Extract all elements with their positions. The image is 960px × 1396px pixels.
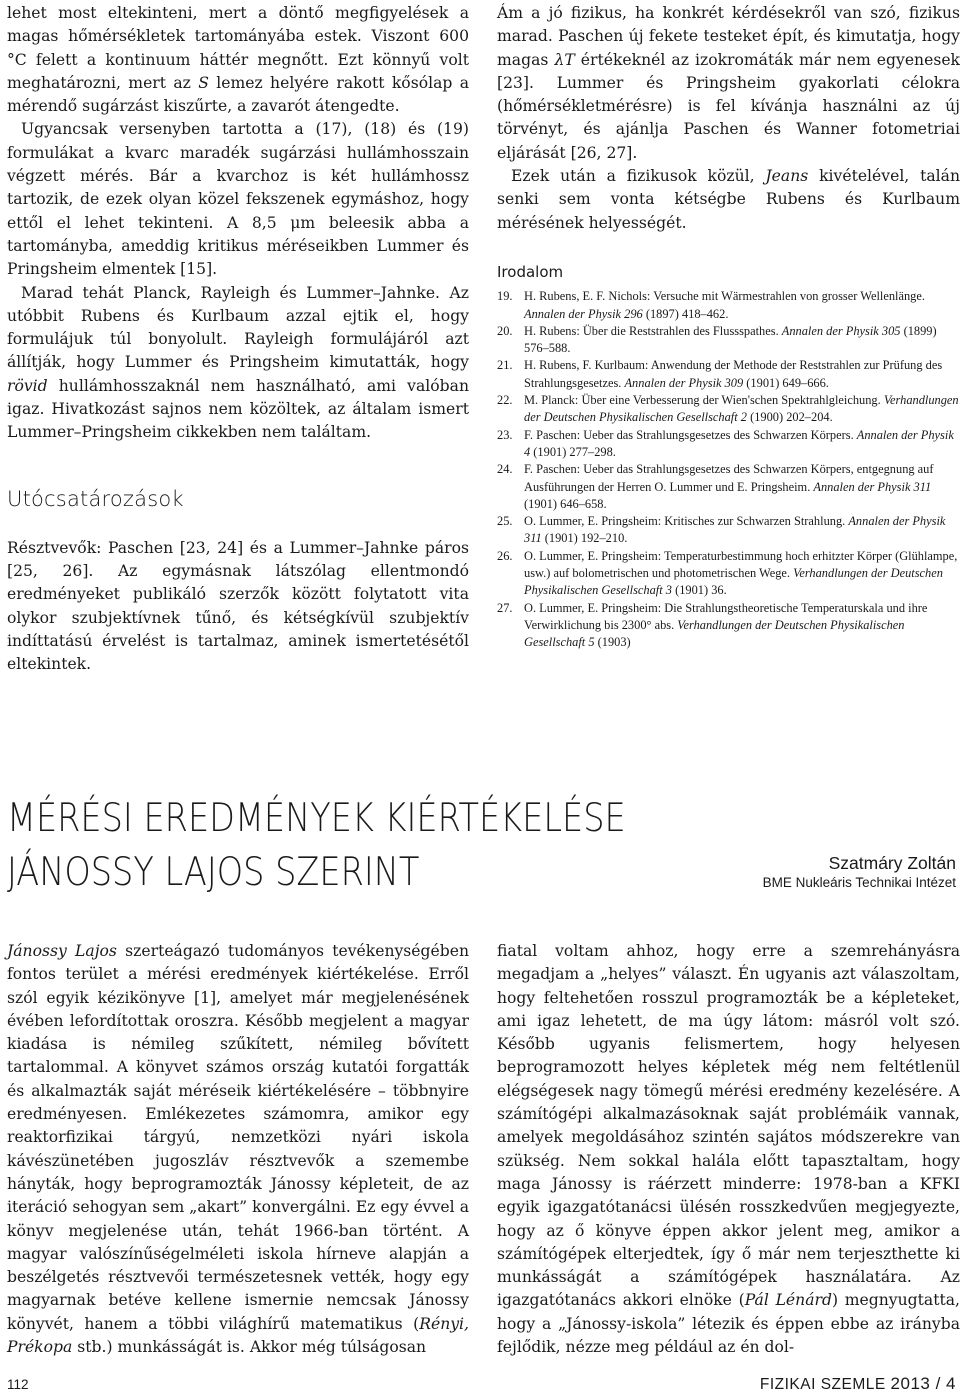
- reference-item: [497, 548, 960, 600]
- reference-journal: Annalen der Physik 311: [813, 479, 932, 494]
- reference-tail: (1901) 646–658.: [524, 496, 607, 511]
- reference-item: [497, 323, 960, 358]
- reference-text: H. Rubens, E. F. Nichols: Versuche mit Wärmestrahlen von grosser Wellenlänge.: [524, 289, 925, 304]
- reference-text: F. Paschen: Ueber das Strahlungsgesetzes des Schwarzen Körpers, entgegnung auf Ausführungen der Herren O. Lummer und E. Pringsheim.: [524, 462, 934, 494]
- section-title: Utócsatározások: [7, 486, 184, 511]
- reference-item: [497, 392, 960, 427]
- reference-journal: Annalen der Physik 296: [524, 306, 643, 321]
- left-column-top: [7, 2, 469, 676]
- reference-text: H. Rubens, F. Kurlbaum: Anwendung der Methode der Reststrahlen zur Prüfung des Strahlungsgesetzes.: [524, 358, 943, 390]
- reference-text: O. Lummer, E. Pringsheim: Temperaturbestimmung hoch erhitzter Körper (Glühlampe, usw.) auf bolometrischen und photometrischen Wege.: [524, 548, 958, 581]
- article-title: [7, 792, 626, 900]
- reference-tail: (1903): [594, 635, 631, 650]
- paragraph: Ezek után a fizikusok közül, Jeans kivételével, talán senki sem vonta kétségbe Rubens és Kurlbaum mérésének helyességét.: [497, 167, 960, 232]
- reference-tail: (1897) 418–462.: [642, 306, 729, 321]
- reference-journal: Annalen der Physik 4: [524, 427, 954, 459]
- reference-number: 23.: [497, 427, 513, 442]
- reference-journal: Annalen der Physik 305: [781, 323, 901, 338]
- journal-footer: [760, 1374, 956, 1394]
- reference-number: 21.: [497, 358, 513, 373]
- reference-item: [497, 600, 960, 652]
- references-list: [497, 288, 960, 651]
- reference-tail: (1901) 277–298.: [530, 444, 616, 459]
- paragraph: Résztvevők: Paschen [23, 24] és a Lummer–Jahnke páros [25, 26]. Az egymásnak látszólag ellentmondó eredményeket publikáló szerzők között folytatott vita olykor szubjektívnek tűnő, és kétségkívül szubjektív indíttatású érvelést is tartalmaz, aminek ismertetésétől eltekintek.: [7, 538, 469, 674]
- right-column-bottom: [497, 940, 960, 1359]
- reference-journal: Verhandlungen der Deutschen Physikalischen Gesellschaft 3: [524, 566, 943, 598]
- paragraph: Marad tehát Planck, Rayleigh és Lummer–Jahnke. Az utóbbit Rubens és Kurlbaum azzal ejtik el, hogy formulájuk túl bonyolult. Rayleigh formulájáról azt állítják, hogy Lummer és Pringsheim kimutatták, hogy rövid hullámhosszaknál nem használható, ami valóban igaz. Hivatkozást sajnos nem közöltek, az általam ismert Lummer–Pringsheim cikkekben nem találtam.: [7, 283, 469, 442]
- right-column-top: [497, 2, 960, 652]
- reference-text: F. Paschen: Ueber das Strahlungsgesetzes des Schwarzen Körpers.: [524, 427, 857, 442]
- reference-journal: Annalen der Physik 311: [524, 514, 946, 546]
- byline: [763, 852, 956, 892]
- reference-item: [497, 357, 960, 392]
- reference-journal: Verhandlungen der Deutschen Physikalischen Gesellschaft 2: [524, 393, 959, 425]
- reference-item: [497, 288, 960, 323]
- reference-number: 22.: [497, 393, 513, 408]
- reference-item: [497, 513, 960, 548]
- journal-name: FIZIKAI SZEMLE: [759, 1376, 886, 1393]
- reference-number: 19.: [497, 289, 513, 304]
- reference-tail: (1900) 202–204.: [746, 410, 833, 425]
- paragraph: Jánossy Lajos szerteágazó tudományos tevékenységében fontos terület a mérési eredmények kiértékelése. Erről szól egyik kézikönyve [1], amelyet már megjelenésének évében lefordítottak oroszra. Később megjelent a magyar kiadása is némileg szűkített, némileg bővített tartalommal. A könyvet számos ország kutatói forgatták és alkalmazták saját méréseik kiértékelésére – többnyire eredményesen. Emlékezetes számomra, amikor egy reaktorfizikai tárgyú, nemzetközi nyári iskola kávészünetében jugoszláv résztvevők a szemembe hányták, hogy beprogramozták Jánossy képleteit, de az iteráció sehogyan sem „akart” konvergálni. Ez egy évvel a könyv megjelenése után, tehát 1966-ban történt. A magyar valószínűségelméleti iskola hírneve alapján a beszélgetés résztvevői természetesnek vették, hogy egy magyarnak betéve kellene ismernie nemcsak Jánossy könyvét, hanem a többi világhírű matematikus (Rényi, Prékopa stb.) munkásságát is. Akkor még túlságosan: [7, 942, 469, 1357]
- author-name: Szatmáry Zoltán: [828, 853, 956, 873]
- reference-text: H. Rubens: Über die Reststrahlen des Flussspathes.: [524, 323, 782, 338]
- reference-number: 26.: [497, 548, 513, 563]
- paragraph: fiatal voltam ahhoz, hogy erre a szemrehányásra megadjam a „helyes” választ. Én ugyanis azt válaszoltam, hogy feltehetően rosszul programozták be a képleteket, ami igaz lehetett, de ma úgy látom: másról volt szó. Később ugyanis felismertem, hogy helyesen beprogramozott helyes képletek még nem feltétlenül elégségesek nagy tömegű mérési eredmény kezelésére. A számítógépi alkalmazásoknak saját problémáik vannak, amelyek megoldásához szintén sajátos módszerekre van szükség. Nem sokkal halála előtt tapasztaltam, hogy maga Jánossy is ráérzett minderre: 1978-ban a KFKI egyik igazgatótanácsi ülésén rosszkedvűen megjegyezte, hogy az ő könyve éppen akkor jelent meg, amikor a számítógépek elterjedtek, így ő már nem terjeszthette ki munkásságát a számítógépek használatára. Az igazgatótanács akkori elnöke (Pál Lénárd) megnyugtatta, hogy a „Jánossy-iskola” létezik és éppen ebbe az irányba fejlődik, nézze meg például az én dol-: [497, 942, 960, 1357]
- reference-tail: (1899) 576–588.: [524, 323, 937, 356]
- reference-tail: (1901) 36.: [671, 583, 727, 598]
- reference-number: 20.: [497, 323, 513, 338]
- paragraph: Ám a jó fizikus, ha konkrét kérdésekről van szó, fizikus marad. Paschen új fekete testeket épít, és kimutatja, hogy magas λT értékeknél az izokromáták már nem egyenesek [23]. Lummer és Pringsheim gyakorlati célokra (hőmérsékletmérésre) is fel kívánja használni az új törvényt, és ajánlja Paschen és Wanner fotometriai eljárását [26, 27].: [497, 4, 960, 162]
- reference-text: O. Lummer, E. Pringsheim: Die Strahlungstheoretische Temperaturskala und ihre Verwirklichung bis 2300° abs.: [524, 600, 928, 632]
- reference-number: 24.: [497, 462, 513, 477]
- paragraph: lehet most eltekinteni, mert a döntő megfigyelések a magas hőmérsékletek tartományába estek. Viszont 600 °C felett a kontinuum háttér megnőtt. Ezt könnyű volt meghatározni, mert az S lemez helyére rakott kősólap a mérendő sugárzást kiszűrte, a zavarót átengedte.: [7, 4, 469, 116]
- paragraph: Ugyancsak versenyben tartotta a (17), (18) és (19) formulákat a kvarc maradék sugárzási hullámhosszain végzett mérés. Bár a kvarchoz is két hullámhossz tartozik, de ezek olyan közel fekszenek egymáshoz, hogy ettől el lehet tekinteni. A 8,5 μm beleesik abba a tartományba, ameddig kritikus méréseikben Lummer és Pringsheim elmentek [15].: [7, 120, 469, 279]
- page-number: 112: [7, 1377, 29, 1392]
- reference-tail: (1901) 192–210.: [541, 531, 628, 546]
- journal-issue: 2013 / 4: [890, 1374, 956, 1393]
- reference-text: O. Lummer, E. Pringsheim: Kritisches zur Schwarzen Strahlung.: [524, 514, 849, 529]
- left-column-bottom: [7, 940, 469, 1359]
- reference-journal: Annalen der Physik 309: [624, 375, 744, 390]
- article-title-line-1: MÉRÉSI EREDMÉNYEK KIÉRTÉKELÉSE: [7, 796, 626, 841]
- reference-journal: Verhandlungen der Deutschen Physikalischen Gesellschaft 5: [524, 617, 905, 650]
- reference-text: M. Planck: Über eine Verbesserung der Wien'schen Spektrahlgleichung.: [524, 393, 884, 408]
- references-title: Irodalom: [497, 262, 564, 281]
- reference-number: 27.: [497, 600, 513, 615]
- reference-tail: (1901) 649–666.: [743, 375, 829, 390]
- article-title-line-2: JÁNOSSY LAJOS SZERINT: [7, 850, 420, 895]
- reference-item: [497, 427, 960, 462]
- reference-number: 25.: [497, 514, 513, 529]
- author-institution: BME Nukleáris Technikai Intézet: [762, 875, 956, 890]
- reference-item: [497, 461, 960, 513]
